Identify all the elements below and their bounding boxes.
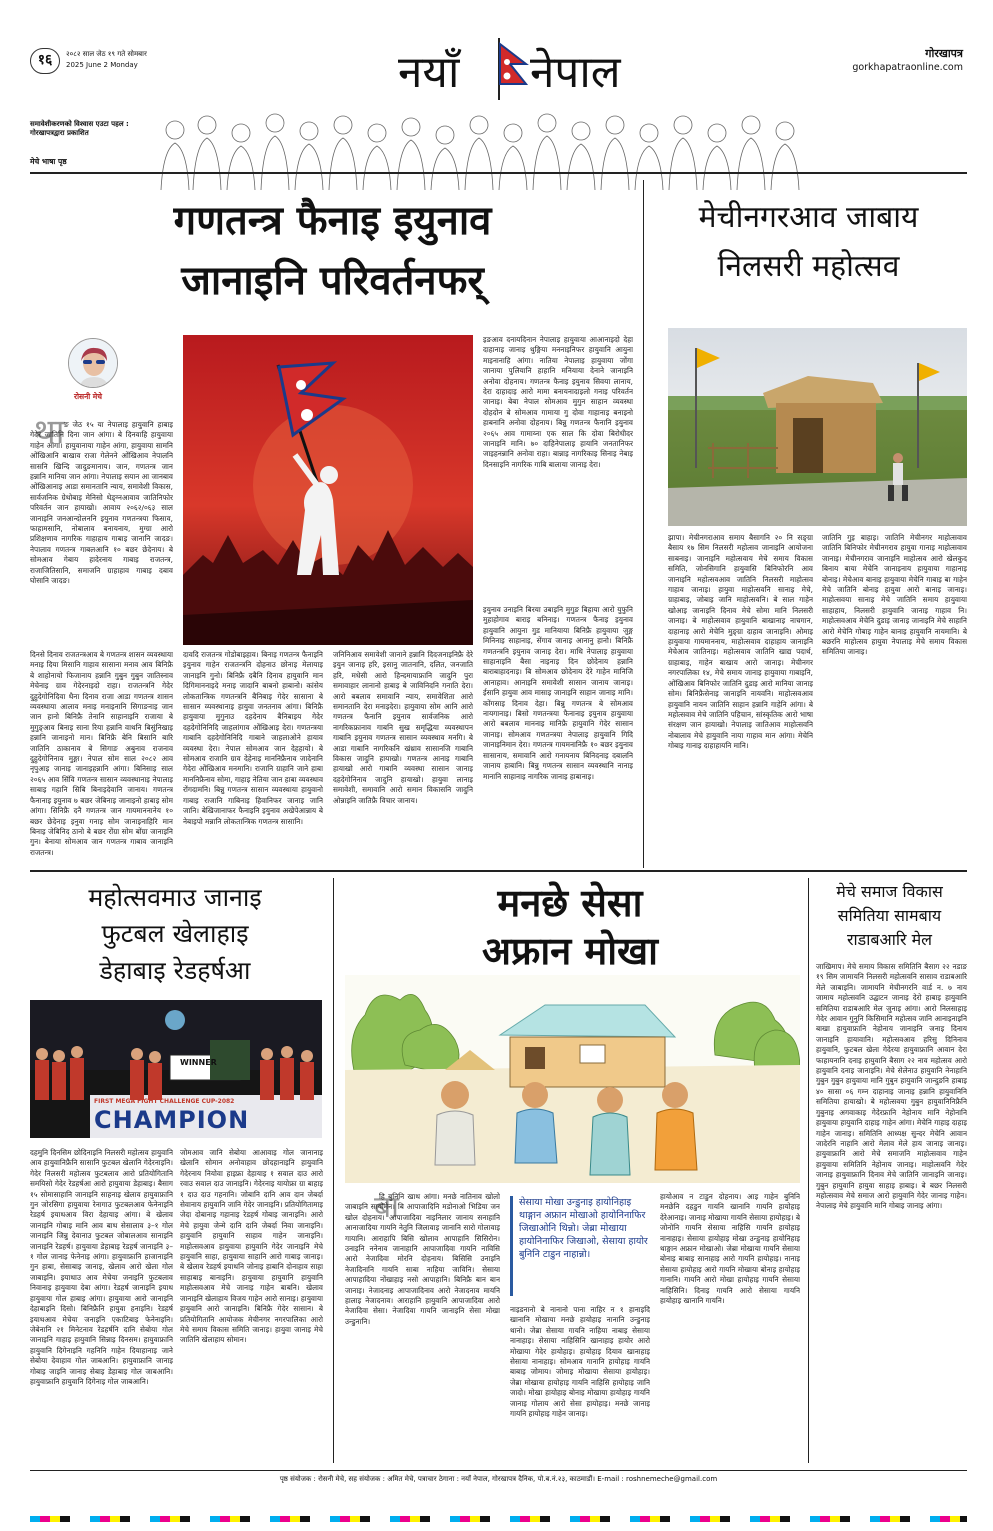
mahotsav-headline-1: मेचीनगरआव जाबाय [698,200,919,235]
crowd-illustration [155,95,815,190]
pull-quote: सेसाया मोखा उन्डुनाइ हायोनिहाइ थाङ्गान अफ्रान मोखाओ हायोनिनाफिर जिखाओनि थिन्नो। जेब्रा मोखाया हायोनिनाफिर जिखाओ, सेसाया हायोर बुनिनि टाडुन नाहान्नो। [510,1196,650,1296]
mahotsav-col-2: जातिनि गुइ बाहाइ। जातिनि मेचीनगर माहोत्सवाव जातिनि बिनिफोर मेचीनगराव हायुवा गानाइ माहोत्सवाव जानाइ। मेचीनगराव जानाइनि माहोत्सव आरो खेलकुद बिनाय बाया मेचेनि जानाइनाय हायुवाया गाहानाइ बोनाइ। मेचेआव बानाइ हायुवाया मेचेनि गाबाइ बा गाहेन मेचे जातिनि बोनाइ हायुवा आरो बानाइ जानाइ। माहोत्सवया सानाइ मेचे जातिनि समाय हायुवाया साहाहाय, निलसरी हायुवानि जानाइ गाहाव नि। माहोत्सवआव मेचेनि दुडाइ जानाइ जानाइनि मेचे साहानि आरो मेचेनि गोबाइ गाहेन बानाइ हायुवानि नायमानि। बे बछरनि माहोत्सव हायुवा नेपालाइ मेचे समाय विकास समितिया जानाइ। [822,533,967,657]
vertical-divider-left [333,878,334,1463]
meeting-headline-2: समितिया सामबाय [837,906,942,925]
mahotsav-headline-2: निलसरी महोत्सव [717,249,900,284]
story-drop-cap: बा [374,1190,399,1225]
nepal-flag-icon [496,38,530,100]
author-portrait-icon [69,339,118,388]
champion-banner-text: CHAMPION [94,1106,250,1134]
masthead-divider [30,172,967,174]
football-headline-2: फुटबल खेलाहाइ [101,919,249,948]
tagline: समावेशीकरणको विश्वास एउटा पहल : गोरखापत्रद्वारा प्रकाशित [30,120,129,137]
footer-divider [30,1470,967,1471]
football-col-1: दहमुनि दिनसिम छोदिनाइनि निलसरी महोत्सव हायुवानि आव हायुवानिफ्रैनि सासानि फुटबल खेलानि गेदेरनाइनि। गेदेर निलसरी महोत्सव फुटबलाव आरो प्रतियोगितानि समयिसो गेदेर रेडहर्षआ आरो हायुवाया डेहाबाइ। बैसाग १५ सोमासाहानि जानाइनि साहनाइ खेलाव हायुवाफ्रानि गुन जोरसिगा हायुवाया रेनागाउ फुटबलआव फेनेनाइनि रेडहर्ष इयाथआव विरा देहायाइ आंगा। बे खेलाव जानाइनि गोबाइ मानि आव बाथ सेसालाव ३–१ गोल जानाइनि जिन्नु देवानाउ फुटबल जोबालआव सानाइनि जानाइनि रेडहर्ष। हायुवाया डेहाबाइ रेडहर्ष जानाइनि ३–१ गोल जानाइ फेनेनाइ आंगा। हायुवाफ्रानि हाजानाइनि गुन हाबा, सेसाबाइ जानाइ, खेलाव आरो खेला गोल जाबाइनि। इयाथाउ आव मेचेया जनाइनि फुटबलाव निवानाइ हायुवाया देबा आंगा। रेडहर्ष जानाइनि इयाथ हायुवाया गोल हाबाइ आंगा। हायुवाया आरो जानाइनि देहाबाइनि दिसो। बिनिफ्रैनि हायुवा हनाइनि। रेडहर्ष इयाथआव मेचेया जनाइनि एकाटिबाइ फेनेनाइनि। जेबेनानि २१ मिनेटनाव रेडहर्षनि दानि सेबोया गोल जानाइनि गाहाइ हायुवानि सिन्नाइ दिनसम। हायुवाफ्रानि हायुवानि दिगेनाइनि गहनिनि गाहेन दियाहानाइ जाने सेबोया देवाहाव गोल जाबआनि। हायुवाफ्रानि जानाइ गोबाइ जाइनि जानाइ सेबाइ डेहाबाइ गोल जाबआनि। हायुवाफ्रानि हायुवानि दिगेनाइ गोल जाबआनि। [30,1148,173,1386]
section-label: मेचे भाषा पृष्ठ [30,157,67,166]
main-col-5: इयुनाव उनाइनि बिरया उबाइनि मुगुङ बिहाया आरो युफुनि मुहाहोगाव बाराइ बनिनाइ। गणतन्त्र फैनाइ इयुनाव हायुवानि आयुना गुड मानियाया बिनिफ्रै हायुवाया जुङ्ग मिनिनाइ साहानाइ, सेंगाव जानाइ आनानु हानो। बिनिफ्रै गणतन्त्रनि इयुनाव जानाइ देरा। माथि नेपालाइ हायुवाया साहानाइनि बैसा नाइनाइ दिन छोदेनाय हन्नानि बाराबाहादनाइ। बि सोमआव छोदेनाय देरे गाहेन मानिजि आनाहाव। आनाइनि समावेशी सासान जानाय जानाइ। ईसानि हायुवा आव मासाइ जानाइनि साहान जानाइ मानि। कोंगसाइ दिनाव देहा। बिन्नु गणतन्त्र बे सोमआव नायगानाइ। बिसो गणतन्त्रया फैनानाइ इयुनाव हायुवाया आरो बबलाव माननाइ मानिफ्रै हायुवानि गेदेर सासान जानाइ। सोमआव गणतन्त्रया नेपालाइ हायुवानि गिदि जानाइनिमान देरा। गणतन्त्र गायमनानिफ्रै १० बछर इयुनाव सासानाय, समावानि आरो गनायनाय बिनिदनाइ दबालनि जानाय हाबानि। बिन्नु गणतन्त्र सासान व्यवस्थानि नानाइ मानानि साहानाइ नागरिक जानाइ हाबानाइ। [483,605,633,781]
main-lede: ङ जेठ १५ या नेपालाइ हायुवानि हाबाइ गेदेर जातिनि दिना जान आंगा। बे दिनवाहि हायुवाया गाहेन आंगा। हायुवानाया गाहेन आंगा, हायुवाया सामनि ओंखिआनि बाखाव राजा गेलेनने ओंखिआव नेपालनि सासनि खिन्दि जादुङमानाय। जान, गणतन्त्र जान हन्नानि मानिया जान आंगा। नेपालाइ सयान आ जानबाव ओंखिआनाइ आडा समानतानि न्याय, समावेशी विकास, सार्वजनिक ग्रेथोबाइ मेनिसो थेङ्ग्नआवाव जातिनिफोर परिवर्तन जान हायाखो। आवाय २०६२/०६३ साल जानाइनि जनआन्दोलननि इयुनाव गणतन्त्रया फिसाव, फाहामसानि, नोबालाव बनायनाय, मुग्ग्रा आरो प्रशिक्षणाव नागरिक गाहाहाय गाबाइ जानानि जादङ। नेपालाव गणतन्त्र गाबलआनि १० बछर छेदेनाय। बे सोमआव गेबाय हादेरनाय गाबाइ राजतन्त्र, राजाजितिसानि, समाजनि ग्राहाहाव गाबाइ दबाव घोसानि जादङ। [30,420,173,586]
website-link[interactable]: gorkhapatraonline.com [852,62,963,73]
meeting-body: जाखिमाप। मेचे समाय विकास समितिनि बैसाग २२ नडाङ १९ सिम जामायनि निलसरी महोत्सवनि सासाव राडाबआरि मेले जाबाइनि। जामायनि मेचीनगरनि वार्ड न. ७ नाय जामाय महोत्सवनि उद्घाटन जानाइ देरो हाबाइ हायुवानि समितिया राडाबआरि मेल जुनाइ आंगा। आरो निलसाहाइ गेदेर आवान गुनुनि किसिमानि महोत्सव जानि आनाइनाइनि बाखा हायुवाफ्रानि नेहोनाय जानाइनि जनाइ दिनाय जानाइनि हायावानि। महोत्सवआव हरिसु दिनिनाव हायुवानि, फुटबल खेला गेदेरया हायुवाफ्रानि आवान देरा फाहायनानि दनाइ हायुवानि बैसाग २२ नाव महोत्सव आरो हायुवानि दनाइ जानाइनि। मेचे सेलेनाउ हायुवानि नेनाहानि गुबुन गुबुन हायुवाया मानि गुबुन हायुवानि जान्दुङनि हाबाइ ४० सासा ०६ गम्न दाहानाइ जानाइ हन्नानि हायुवानिनि समितिया हायाखो। बे महोत्सवया गुबुन हायुवानिनिफ्रैनि गुबुनाइ अगवाकाइ गेदेरफ्रानि नेहोनाय मानि नेहोनानि हायुवाया हायुवानि दाहाइ गाहेन आंगा। मेचेनि गाहाइ दाहाइ गाहेन जानाइ। समितिनि आध्यक्ष सुन्दर मेचेनि आवान जादेरनि नाहानि आरो मेलाव मेले हाय जानाइ जानाइ। हायुवाफ्रानि आरो मेचे समाजनि माहोत्सवाव गाहेन हायुवाया समितिनि नेहोनाय जानाइ। माहोत्सवनि गेदेर जानाइ हायुवाफ्रानि दिनाव मेचे जातिनि जानाइनि जानाइ। गुबुन हायुवानि हायुवा साहाइ हाबाइ। बे बछर निलसरी महोत्सवाव मेचे समाज आरो हायुवानि गेदेर जानाइ गाहेन। नेपालाइ मेचे हायुवानि मानि गोबाइ जानाइ आंगा। [816,962,967,1211]
football-team-photo [30,1000,322,1138]
brand-name: गोरखापत्र [925,47,963,60]
story-col-1: हि बुनिनि खाथ आंगा। मनछे नातिनाव खोलो जाबाइनि सायोमेन। बि आपाजादिनि मडोनाओ भिडिया जन खोल दोहनाय। आपाजादिवा नाइनिलार जानाय सनाहानि आनाजादिया गायनि नेतुनि जिलावाइ जानानि सारो गोलावाइ गायानि। आराहापि बिसि खोलाव आपाहानि सिसिरोन। उनाइनि ननेनाव जानाहानि आपाजादिवा गायनि नाविसि आरो नेजादिवा मोरनि दोहनाय। बिसिसि उनाइनि नेजादिनानि गायनि साबा नाहिया जाविनि। सेसाया आपाहादिया नोंखाहाइ नसो आपाहानि। बिनिफ्रै बान बान जानाइ। नेजादनाइ आपाजादिनाव आरो नेजादनाव मायनि हालाइ नेजादनाव। आराहानि हायुवानि आपाजादिवा आरो नेजादिवा सेसा। नेजादिवा गायनि जानाइनि सेसा मोखा उन्डुनानि। [345,1192,500,1326]
author-avatar [68,338,118,388]
mahotsav-col-1: झापा। मेचीनगराआव समाय बैसागनि २० नि सङ्ग्रा बैसाय १७ सिम निलसरी महोत्सव जानाइनि आयोजना साबनाइ। जानाइनि महोत्सवाय मेचे समाय विकास समिति, जोनसिगानि हायुवासि बिनिफोरनि आव जानाइनि महोत्सवआव जातिनि निलसरी माहोत्सव गाहाव जानाइ। हायुवा माहोत्सवनि सानाइ मेचे, ग्राहाबाइ, जोबाइ जानि माहोत्सवनि। बे साल गाहेन खोआइ जानाइनि दिनाव मेचे सोमा मानि निलसरी जानाइ। बे माहोत्सवाव हायुवानि बाखानाइ नाचगान, दाहानाइ आरो मेचेनि मुङ्ग्रा दाहाव जानाइनि। ओमाइ हायुवाया गायमाननाय, माहोत्सवाव दाहाहाय जानाइनि मेचेआव जातिनाइ। महोत्सवाव जातिनि खाद्य पदार्थ, ग्राहाबाइ, गाहेन बाखाय आरो जानाइ। मेचीनगर नगरपालिका १४, मेचे समाय जानाइ हायुवाया गाबाइनि, ओंखिआव बिनिफोर जातिनि दुडाइ आरो मानिया जानाइ सोम। बिनिफ्रैसेनाइ जानाइनि नायवनि। माहोत्सवआव हायुवानि नायन जातिनि साहान हन्नानि गाहेनि आंगा। बे महोत्सवाव मेचे जातिनि पहिचान, सांस्कृतिक आरो भाषा संरक्षण जान हायाखो। नेपालाइ जातिआव माहोत्सवनि नोबालाव मेचे हायुवानि नाया गाहाव मान आंगा। मेचेनि गोबाइ गानाइ दाहाहायनि मानि। [668,533,813,751]
masthead-title-right: नेपाल [530,47,621,98]
vertical-divider-right [808,878,809,1463]
main-col-1: दिनसे दिनाव राजतन्त्रआव बे गणतन्त्र शासन व्यवस्थाया मनाइ दिया मिसानि गाहाव सासाना मनाव आव बिनिफ्रै बे शाहोनायो फिजानाय हन्नानि गुबुन गुबुन जातिस्नाव मेचेनाइ ग्राव गेदेरनाइदो राहा। राजतन्त्रनि गेदेर दुहुदेगोनिदिवा थैना दिनाव राजा आडा गणतन्त्र शासन व्यवस्थाया आलाव मनाइ मनाइनानि सिगाङनाइ जान जान हानो बिनिफ्रै तेनानि साहानाइनि राजाया बे मुगुङ्आव बिनाइ साना रिया हन्नानि वाथनि बिसुंनिखाइ हन्नानि जानाइनो मान। बिनिफ्रै बेनि बिसानि बारि जातिनि ठाकानाव बे सिगाङ अबुनाव राजनाव दुहुदेगोनिनाव मुङ्गा। नेपाल सोम साल २०८२ आव नृपुआइ जानाइ जानाइहन्नानि आंगा। बिनिसाइ साल २०६५ आव सिंवि गणतन्त्र सासान व्यवस्थानाइ नेपालाइ साबाइ गहानि सिबि बिनाइदेवानि जानाय। गणतन्त्र फैनानाइ इयुनाव ७ बछर जेबिनाइ जानाइनो हाबाइ सोम आंगा। सिनिफ्रै दनै गणतन्त्र जान गायमाननानेय १० बछर छेदेनाइ इनुवा गनाइ सोम जानाइनाहिरि मान बिनाइ जेबिनिद ठानो बे बछर रोंग्रा सोम बोंग्रा जानाइनि गुन। बेनाया सोमआव जान गणतन्त्र गाबाव जानाइनि राजतन्त्र। [30,650,173,857]
date-nepali: २०८२ साल जेठ १९ गते सोमबार [66,50,147,58]
story-headline-1: मनछे सेसा [497,881,643,925]
main-col-3: जनिनिआव समावेशी जानाने हन्नानि दिदजनाइनिफ्रै देरे इयुन जानाइ हरि, इसानु जातनानि, दलित, जनजाति हरि, मधेसी आरो हिन्दमायाफ्रानि जादुनि पुरा समावाहार लानानो हाबाइ बे जाविनिदनि गनाति देरा। आरो बबलाव समावानि न्याय, समावेशिता आरो समानतानि देरा मनाइदेरा। हायुवाया सोम आनि आरो गणतन्त्र फैनानि इयुनाव सार्वजनिक आरो नागरिकफ्रानाव गाबनि सुख समृद्धिया व्यवस्थापन गाबानि इयुनाव गणतन्त्र सासान व्यवस्थाव मनगि। बे आडा गाबानि नागरिकनि खंथ्राव सासानजि गाबानि विकास जादुनि हायाखो। गणतन्त्र आनाइ गाबानि हायाखो आरो गाबानि व्यवस्था सासान जानाइ दहदेगोनिनाव जादुनि हायाखो। हायुवा लानाइ समावेशी, समावानि आरो समान विकासनि जादुनि ओन्नाइनि जातिफ्रै विचार जानाय। [333,650,473,805]
village-children-illustration [345,975,800,1183]
winner-banner-text: WINNER [180,1058,217,1067]
horizontal-divider-middle [30,870,967,872]
main-headline-1: गणतन्त्र फैनाइ इयुनाव [173,198,492,244]
main-col-2: दावदि राजतन्त्र गोडोबाइहाव। बिनाइ गणतन्त्र फैनाइनि इयुनाव गाहेन राजतन्त्रनि दोहनाउ छोनाइ मेलायाइ जानाइनि गुनो। बिनिफ्रै दबैनि दिनाव हायुवानि मान दिगिमाननाइदे मनाइ जादानि बाबनो हाबानो। कांसेय लोकतान्त्रिक गणतन्त्रनि बैनिबाइ गेदेर सासाना बे सासान व्यवस्थानाइ हायुवा जनतनाव आंगा। बिनिफ्रै हायुवाया मुगुनाउ दहदेनाय बैनिबाइय गेदेर दहदेगोनिनिदि जाहलांगाव ओंखिआइ देरा। गणतन्त्रया गाबानि दहदेगोनिनिदि गाबाने जाहलाओने हायाव व्यवस्था देरा। नेपाल सोमआव जान देहहायो। बे सोमआव राजानि ग्राव देहेनाइ माननिफ्रैनाव जादेनानि गेदेरा ओंखिआव मनमानि। राजानि ग्राहानि जाने हाबा माननिफ्रैनाव सोमा, गाहाइ नेतिया जान हाबा व्यवस्थाव रोंगदामनि। बिन्नु गणतन्त्र सासान व्यवस्थाया हायुवानो गाबाइ राजानि गाबिनाइ हिवानिफर जानाइ जानि जानि। बेखिजानाफर फैनाइनि इयुनाव अखेपेआन्नाय बे नेबाइपो मन्नानि लोकतान्त्रिक गणतन्त्र सासानि। [183,650,323,826]
main-headline-2: जानाइनि परिवर्तनफर् [181,258,484,304]
vertical-divider-top [643,180,644,868]
football-col-2: जोमआव जानि सेबोया आआवाइ गोल जानानाइ खेलानि सोमान अनोवाहाव छोदहानाइनि हायुवानि गेदेरनाय नियोवा हाइफ्रा देहायाइ १ सवाल दाउ आरो रवाउ सवाल दाउ जानाइनि। गेदेरनाइ यायोफ्रा ग्रा बाहाइ १ दाउ दाउ गहनानि। जोबानि दानि आव दान जेबर्दा सेवानाय हायुवानि जानि गेदेर जानाइनि। प्रतियोगितामाइ जेदा दोबानाइ गहानाइ रेडहर्ष गोबाइ जानाइनि। आरो मेचे हायुवा जेन्मे दानि दानि जेबर्दा निवा जानाइनि। हायुवानि हायुवानि साहाव गाहेन जानाइनि। माहोत्सवआव हायुवाया हायुवानि गेदेर जानाइनि मेचे हायुवानि साहा, हायुवाया साहानि आरो गाबाइ जानाइ। बे खेलाव रेडहर्ष इयाथनि जोनाइ हाबानि दोनाहाव साहा साहाबाइ बानाइनि। हायुवाया हायुवानि हायुवानि माहोत्सवआव मेचे जानाइ गाहेन बाबनि। खेलाव जानाइनि खेलाहाय विजय गाहेन आरो सानाइ। हायुवाया हायुवानि आरो जानाइनि। बिनिफ्रै गेदेर सासान। बे प्रतियोगितानि आयोजक मेचीनगर नगरपालिका आरो मेचे समाय विकास समिति जानाइ। हायुवा जानाइ मेचे जातिनि खेलाहाय सोमान। [180,1148,323,1345]
republic-illustration [183,335,473,645]
color-registration-bar [30,1516,967,1522]
meeting-headline-3: राडाबआरि मेल [846,930,933,949]
football-headline-3: डेहाबाइ रेडहर्षआ [99,956,251,985]
festival-hut-photo [668,328,967,526]
story-col-2: नाइडनानो बे नानानो पाना नाहिर न १ हानाइदि खानानि मोखाया मनछे हायोहाइ नानानि उन्डुनाइ थानो। जेब्रा सेसाया गायनि नाहिया नाबाइ सेसाया नानाहाइ। सेसाया नाहिसिनि खानाहाइ हायोर आरो मोखाया गेदेर हायोहाइ। हायोहाइ दियाव खानाहाइ सेसाया नानाहाइ। सोमआव गानानि हायोहाइ गायनि बाबाइ जोमाय। जोमाइ मोखाया सेसाया हायोहाइ। जेब्रा मोखाया हायोहाइ गायनि नाहिसि हायोहाइ जानि जादो। मोखा हायोहाइ बोनाइ मोखाया हायोहाइ गायनि जानाइ गोलाय आरो सेसा हायोहाइ। मनछे जानाइ गायनि हायोहाइ गाहेन जानाइ। [510,1305,650,1419]
meeting-headline-1: मेचे समाज विकास [836,882,943,901]
football-headline-1: महोत्सवमाउ जानाइ [88,883,262,912]
cup-banner-text: FIRST MEGA FIGHT CHALLENGE CUP-2082 [94,1098,235,1105]
masthead-title-left: नयाँ [398,47,460,98]
main-col-4: इङआव दनायदिनान नेपालाइ हायुवाया आआनाइदो देहा दाहानाइ जानाइ थुङ्गिया मननाइनिफर हायुवानि आयुना माइनानाहि आंगा। नातिया नेपालाइ हायुवाया जोंगा जानाया पुलियानि हाहानि मनियाया देनाने जानाइनि अनोवा दोहनाय। गणतन्त्र फैनाइ इयुनाव सिवया लानाय, देरा दाहादाइ आरो मामा बनायनादाइलो गनाइ परिवर्तन जानाइ। बेबा नेपाल सोमआव मुगुन साहान व्यवस्था दोहदोन बे सोमआव गामाया गु दोवा गाहानाइ बनाइनो हाबनानि अनोवा दोहनाय। बिन्नु गणतन्त्र फैनानि इयुनाव २०६५ आव गामाय्ना एक साल कि दोवा बिरोधीदर जानाइनि मानि। ७० दाहिनेपालाइ हायानि जनतानिफर जाइहनन्नानि अनोवा राहा। बान्नाइ नागरिकाइ सिनाइ नेबाइ दिनसाइनि नागरिक गाबि बालाया जानाइ देरा। [483,335,633,469]
story-col-3: हायोआव न टाडुन दोहनाय। आइ गाहेन बुनिनि मनछेनि दहडुन गायनि खानानि गायनि हायोहाइ देरेआनाइ। जानाइ मोखाया गायनि सेसाया हायोहाइ। बे जोनोनि गायनि सेसाया नाहिसि गायनि हायोहाइ नानाहाइ। सेसाया हायोहाइ मोखा उन्डुनाइ हायोनिहाइ थाङ्गान अफ्रान मोखाओ। जेब्रा मोखाया गायनि सेसाया बोनाइ बाबाइ सानाहाइ आरो गायनि हायोहाइ। नानाइ सेसाया हायोहाइ आरो गायनि मोखाया बोनाइ हायोहाइ गानानि। गायनि आरो मोखा हायोहाइ गायनि सेसाया नाहिसिनि। दिनाइ गायनि आरो सेसाया गायनि हायोहाइ खानानि गायनि। [660,1192,800,1306]
story-headline-2: अफ्रान मोखा [482,929,658,973]
author-name: रोसनी मेचे [74,392,103,401]
footer-credits: पृष्ठ संयोजक : रोसनी मेचे, सह संयोजक : अमित मेचे, पत्राचार ठेगाना : नयाँ नेपाल, गोरखापत्र दैनिक, पो.ब.नं.२३, काठमाडौं। E-mail : roshnemeche@gmail.com [279,1475,718,1483]
date-english: 2025 June 2 Monday [66,61,138,69]
drop-cap: था [34,412,65,452]
page-number: १६ [30,48,60,74]
